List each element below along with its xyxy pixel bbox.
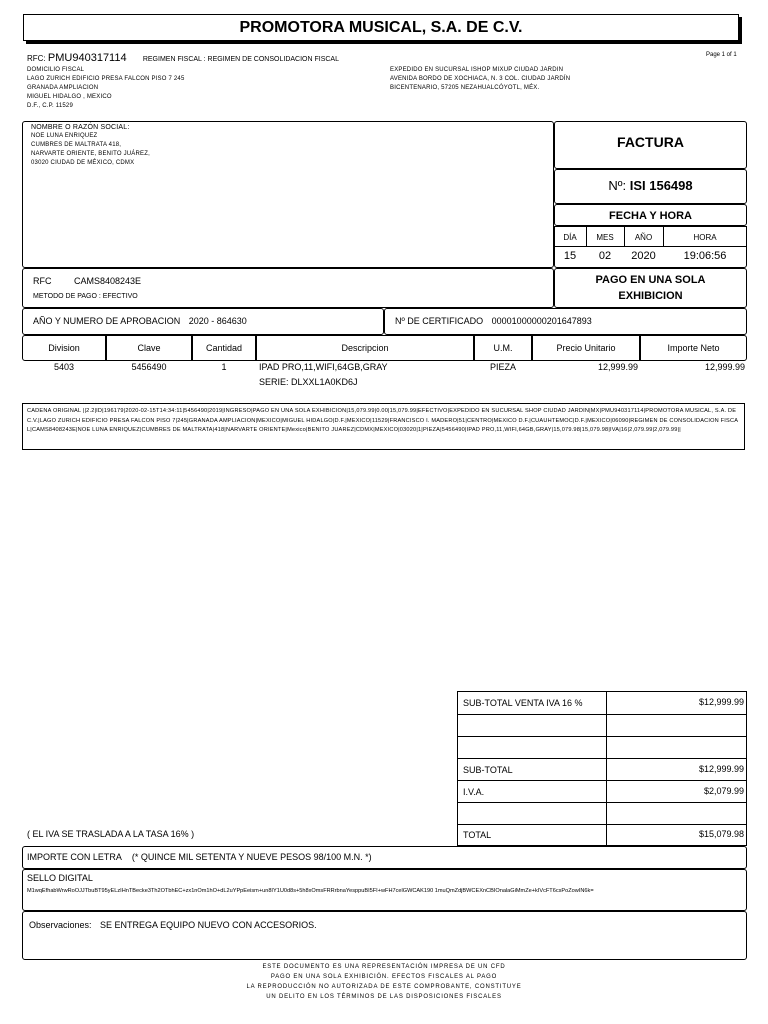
subtotal-iva-value: $12,999.99 xyxy=(698,697,744,707)
rfc-label: RFC: xyxy=(27,54,46,63)
hora-value: 19:06:56 xyxy=(683,250,727,262)
importe-letra-label: IMPORTE CON LETRA xyxy=(27,852,122,862)
totals-row-6 xyxy=(457,824,747,825)
regimen-fiscal: REGIMEN FISCAL : REGIMEN DE CONSOLIDACION FISCAL xyxy=(142,56,339,63)
domicilio-fiscal: DOMICILIO FISCAL LAGO ZURICH EDIFICIO PRESA FALCON PISO 7 245 GRANADA AMPLIACION MIGUEL HIDALGO , MEXICO D.F., C.P. 11529 xyxy=(27,67,185,109)
certificado-value: 00001000000201647893 xyxy=(491,316,592,326)
th-cantidad: Cantidad xyxy=(192,335,256,361)
subtotal-label: SUB-TOTAL xyxy=(463,765,513,775)
totals-row-4 xyxy=(457,780,747,781)
td-um: PIEZA xyxy=(489,362,516,372)
client-rfc-line xyxy=(33,276,141,286)
aprobacion-box xyxy=(22,308,384,335)
client-rfc-value: CAMS8408243E xyxy=(74,276,142,286)
hora-label: HORA xyxy=(693,233,717,242)
aprobacion-line xyxy=(33,316,247,326)
client-box xyxy=(22,121,554,268)
company-name: PROMOTORA MUSICAL, S.A. DE C.V. xyxy=(239,19,523,36)
importe-letra-line xyxy=(27,852,372,862)
certificado-label: Nº DE CERTIFICADO xyxy=(395,316,484,326)
iva-value: $2,079.99 xyxy=(703,786,744,796)
factura-number-line xyxy=(555,178,746,193)
client-label: NOMBRE O RAZÓN SOCIAL: xyxy=(31,124,130,131)
sello-digital-label: SELLO DIGITAL xyxy=(27,873,93,883)
mes-value: 02 xyxy=(598,250,612,262)
th-importe: Importe Neto xyxy=(640,335,747,361)
fecha-title: FECHA Y HORA xyxy=(609,210,692,222)
iva-label: I.V.A. xyxy=(463,787,485,797)
aprobacion-label: AÑO Y NUMERO DE APROBACION xyxy=(33,316,181,326)
td-precio: 12,999.99 xyxy=(597,362,638,372)
totals-row-3 xyxy=(457,758,747,759)
client-details: NOE LUNA ENRIQUEZ CUMBRES DE MALTRATA 418, NARVARTE ORIENTE, BENITO JUÁREZ, 03020 CIUDAD DE MÉXICO, CDMX xyxy=(31,133,150,166)
ano-label: AÑO xyxy=(634,233,653,242)
totals-row-2 xyxy=(457,736,747,737)
factura-box xyxy=(554,121,747,169)
page-number: Page 1 of 1 xyxy=(706,52,737,58)
factura-number: ISI 156498 xyxy=(629,178,693,193)
td-descripcion: IPAD PRO,11,WIFI,64GB,GRAY xyxy=(259,362,388,372)
totals-row-1 xyxy=(457,714,747,715)
th-descripcion: Descripcion xyxy=(256,335,474,361)
th-division: Division xyxy=(22,335,106,361)
th-precio: Precio Unitario xyxy=(532,335,640,361)
rfc-value: PMU940317114 xyxy=(47,52,127,64)
aprobacion-value: 2020 - 864630 xyxy=(188,316,247,326)
cadena-original: CADENA ORIGINAL ||2.2|ID|196179|2020-02-15T14:34:11|5456490|2019|INGRESO|PAGO EN UNA SOLA EXHIBICION|15,079.99|0.00|15,079.99|EFECTIVO|EXPEDIDO EN SUCURSAL SHOP CIUDAD JARDIN|MX|PMU940317114|PROMOTORA MUSICAL, S.A. DE C.V.|LAGO ZURICH EDIFICIO PRESA FALCON PISO 7|245|GRANADA AMPLIACION|MEXICO|MIGUEL HIDALGO|D.F.|MEXICO|11529|FRANCISCO I. MADERO|51|CENTRO|MEXICO D.F.|CUAUHTEMOC|D.F.|MEXICO|06090|REGIMEN DE CONSOLIDACION FISCAL|CAMS8408243E|NOE LUNA ENRIQUEZ|CUMBRES DE MALTRATA|418|NARVARTE ORIENTE|Mexico|BENITO JUAREZ|CDMX|MEXICO|03020|1|PIEZA|5456490|IPAD PRO,11,WIFI,64GB,GRAY|15,079.98|15,079.98|IVA|16|2,079.99|2,079.99|| xyxy=(27,408,739,433)
td-serie: SERIE: DLXXL1A0KD6J xyxy=(259,377,358,387)
observaciones-line xyxy=(29,920,317,930)
metodo-pago: METODO DE PAGO : EFECTIVO xyxy=(33,293,138,300)
certificado-box xyxy=(384,308,747,335)
importe-letra-value: (* QUINCE MIL SETENTA Y NUEVE PESOS 98/100 M.N. *) xyxy=(131,852,372,862)
factura-number-label: Nº: xyxy=(608,178,627,193)
sello-digital-value: M1wqEfhabWrwRoOJJTbuBT95yELzIHnTBecke3Th2OTbhEC+zx1nOm1hO+dL2uYPpEeism+un8IY1U0d8s+5h8xOmsFRRrbnaYesppuBI5FI+wFH7celGWCAK190 1muQmZdjBWCEXnCBIOnalaGiMmZe+kIVcFT6csPoZowIN6k= xyxy=(27,888,594,894)
subtotal-value: $12,999.99 xyxy=(698,764,744,774)
footer-legend: ESTE DOCUMENTO ES UNA REPRESENTACIÓN IMPRESA DE UN CFD PAGO EN UNA SOLA EXHIBICIÓN. EFECTOS FISCALES AL PAGO LA REPRODUCCIÓN NO AUTORIZADA DE ESTE COMPROBANTE, CONSTITUYE UN DELITO EN LOS TÉRMINOS DE LAS DISPOSICIONES FISCALES xyxy=(246,964,522,1000)
th-um: U.M. xyxy=(474,335,532,361)
ano-value: 2020 xyxy=(631,250,656,262)
factura-number-box xyxy=(554,169,747,204)
subtotal-iva-label: SUB-TOTAL VENTA IVA 16 % xyxy=(463,698,583,708)
certificado-line xyxy=(395,316,592,326)
total-label: TOTAL xyxy=(463,830,492,840)
pago-box xyxy=(554,268,747,308)
totals-row-5 xyxy=(457,802,747,803)
dia-value: 15 xyxy=(563,250,577,262)
td-cantidad: 1 xyxy=(221,362,227,372)
observaciones-value: SE ENTREGA EQUIPO NUEVO CON ACCESORIOS. xyxy=(100,920,317,930)
observaciones-box xyxy=(22,911,747,960)
cadena-original-box xyxy=(22,403,745,450)
dia-label: DÍA xyxy=(563,233,577,242)
td-division: 5403 xyxy=(53,362,75,372)
client-rfc-label: RFC xyxy=(33,276,52,286)
expedido-en: EXPEDIDO EN SUCURSAL ISHOP MIXUP CIUDAD JARDIN AVENIDA BORDO DE XOCHIACA, N. 3 COL. CIUDAD JARDÍN BICENTENARIO, 57205 NEZAHUALCÓYOTL, MÉX. xyxy=(390,67,571,91)
company-title-box xyxy=(23,14,739,41)
iva-note: ( EL IVA SE TRASLADA A LA TASA 16% ) xyxy=(27,829,195,839)
fecha-title-box xyxy=(554,204,747,226)
td-clave: 5456490 xyxy=(131,362,167,372)
sello-digital-box xyxy=(22,869,747,911)
td-importe: 12,999.99 xyxy=(704,362,745,372)
total-value: $15,079.98 xyxy=(698,829,744,839)
factura-title: FACTURA xyxy=(617,134,684,150)
mes-label: MES xyxy=(596,233,614,242)
observaciones-label: Observaciones: xyxy=(29,920,92,930)
pago-text: PAGO EN UNA SOLA EXHIBICION xyxy=(595,274,706,302)
importe-letra-box xyxy=(22,846,747,869)
rfc-line xyxy=(27,52,339,64)
date-grid-divider xyxy=(554,246,747,247)
th-clave: Clave xyxy=(106,335,192,361)
client-rfc-box xyxy=(22,268,554,308)
